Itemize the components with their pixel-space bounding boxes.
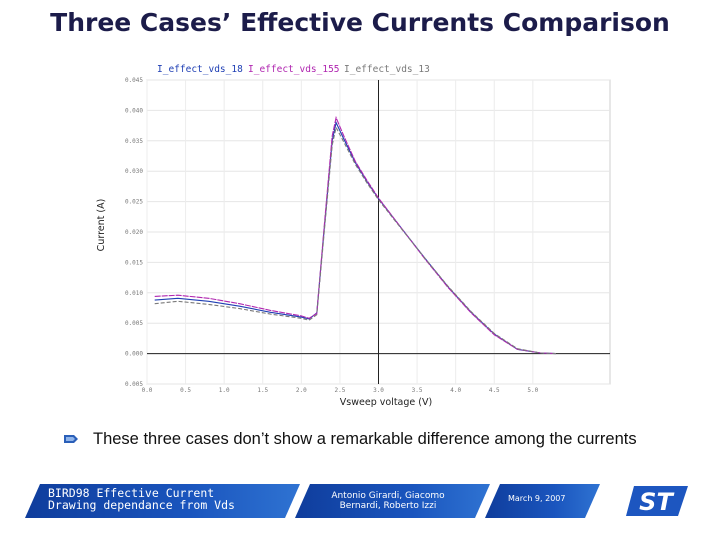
y-tick-label: 0.045 [124, 77, 143, 84]
x-tick-label: 1.0 [218, 387, 230, 394]
y-tick-label: 0.005 [124, 381, 143, 388]
footer-course-title-line1: BIRD98 Effective Current [48, 486, 215, 500]
y-tick-label: 0.025 [124, 198, 143, 206]
x-tick-label: 4.0 [450, 387, 462, 394]
x-tick-label: 3.0 [373, 387, 384, 394]
x-tick-label: 1.5 [257, 387, 269, 394]
y-tick-label: 0.000 [124, 350, 143, 358]
footer-course-title-line2: Drawing dependance from Vds [48, 498, 235, 512]
st-logo-text: ST [639, 488, 673, 516]
footer-authors-line2: Bernardi, Roberto Izzi [339, 501, 437, 511]
y-tick-label: 0.040 [124, 107, 143, 115]
x-axis-label: Vsweep voltage (V) [339, 397, 433, 408]
bullet-item [68, 428, 668, 450]
y-axis-label: Current (A) [96, 198, 107, 252]
y-tick-label: 0.010 [124, 289, 143, 297]
page-number: 5 [614, 491, 623, 505]
slide-title: Three Cases’ Effective Currents Comparison [50, 8, 670, 37]
y-tick-label: 0.030 [124, 168, 143, 176]
x-tick-label: 2.5 [334, 387, 346, 394]
legend-item-series-1: I_effect_vds_18 [157, 64, 243, 75]
x-tick-label: 0.5 [180, 387, 192, 394]
footer-bar [0, 478, 720, 540]
x-tick-label: 5.0 [527, 387, 539, 394]
footer-date: March 9, 2007 [508, 494, 566, 503]
legend-item-series-3: I_effect_vds_13 [344, 64, 430, 75]
st-logo-icon [626, 484, 690, 518]
legend-item-series-2: I_effect_vds_155 [248, 64, 340, 75]
x-tick-label: 2.0 [295, 387, 307, 394]
y-tick-label: 0.005 [124, 320, 143, 328]
x-tick-label: 4.5 [488, 387, 500, 394]
bullet-text: These three cases don’t show a remarkable difference among the currents [93, 430, 637, 448]
bullet-arrow-icon [64, 433, 80, 445]
y-tick-label: 0.020 [124, 229, 143, 236]
x-tick-label: 3.5 [411, 387, 423, 394]
y-tick-label: 0.035 [124, 137, 143, 145]
footer-authors [318, 491, 458, 511]
y-tick-label: 0.015 [124, 259, 143, 267]
footer-course-title [48, 487, 235, 511]
x-tick-label: 0.0 [141, 387, 153, 394]
footer-authors-line1: Antonio Girardi, Giacomo [331, 491, 445, 501]
